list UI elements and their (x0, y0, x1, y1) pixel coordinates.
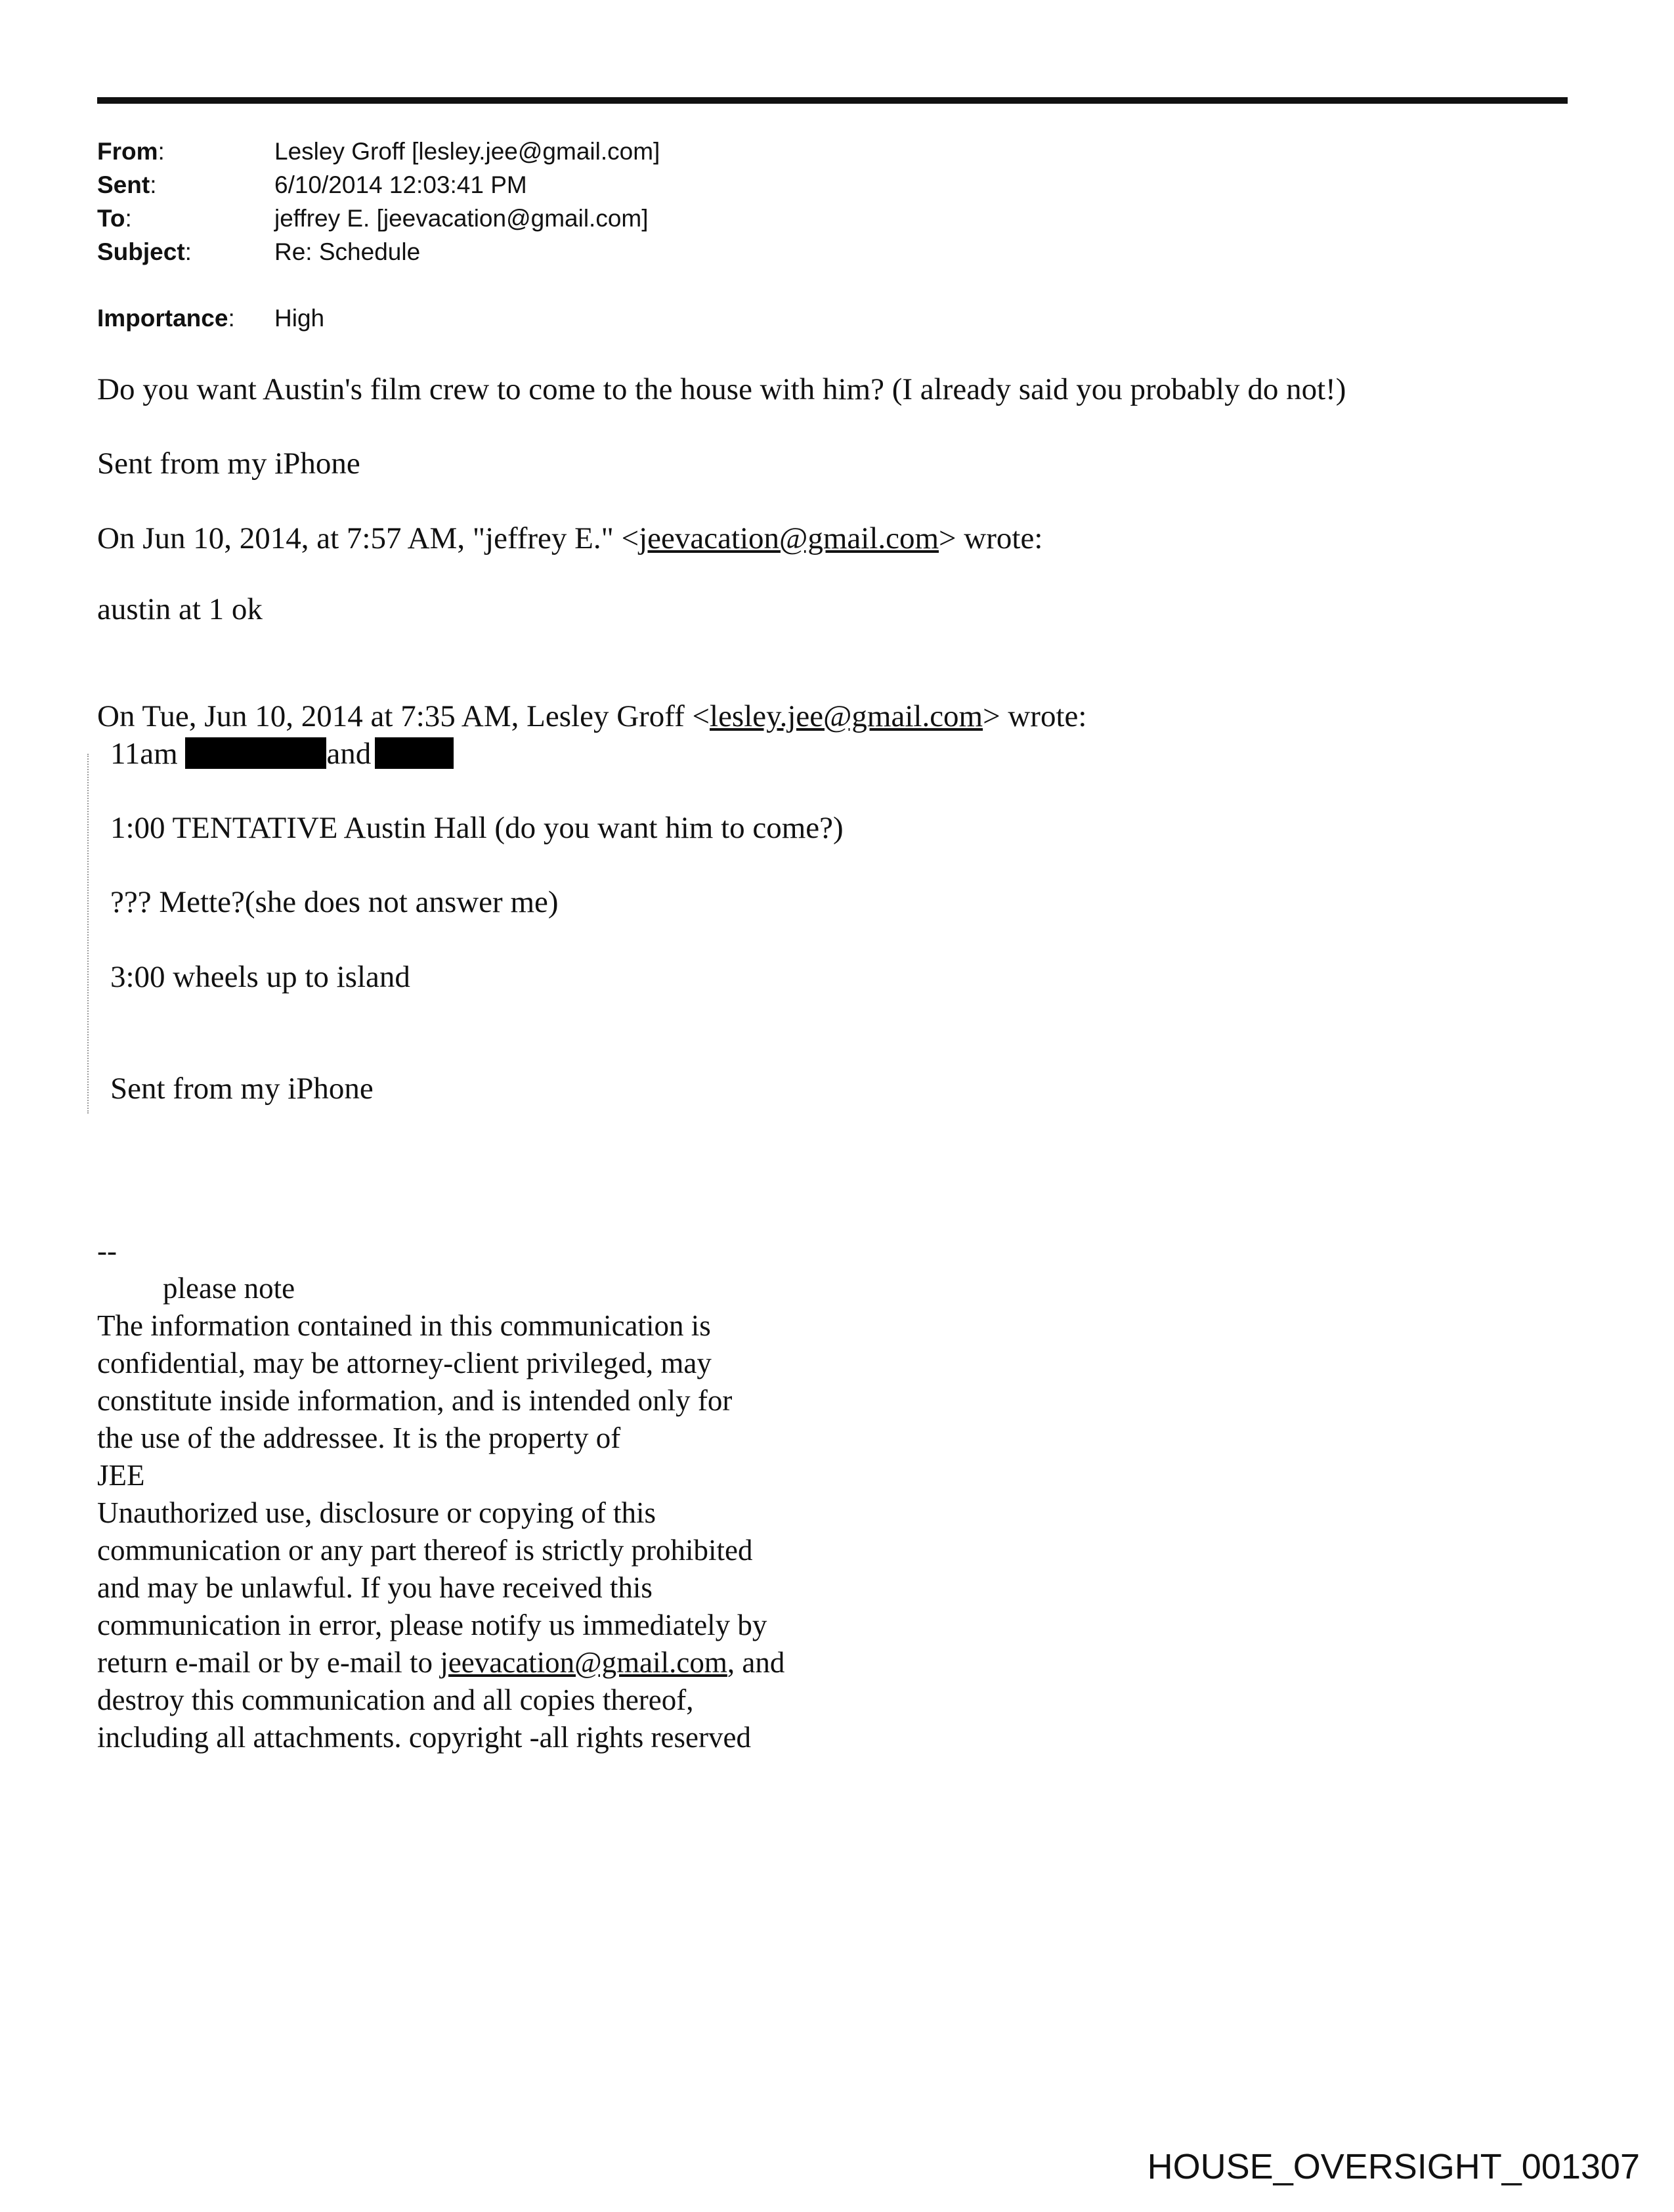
to-label: To: (97, 205, 132, 232)
reply2-email-link[interactable]: lesley.jee@gmail.com (710, 699, 983, 733)
sent-label: Sent: (97, 171, 157, 198)
reply1-intro: On Jun 10, 2014, at 7:57 AM, "jeffrey E." <jeevacation@gmail.com> wrote: (97, 521, 1043, 555)
disclaimer-line: including all attachments. copyright -all rights reserved (97, 1721, 751, 1754)
disclaimer-line: destroy this communication and all copies thereof, (97, 1683, 694, 1716)
from-row (97, 135, 660, 168)
subject-value: Re: Schedule (274, 238, 421, 265)
importance-value: High (274, 305, 325, 332)
email-header (97, 135, 660, 269)
disclaimer-email-link[interactable]: jeevacation@gmail.com (440, 1646, 727, 1679)
disclaimer-title: please note (163, 1272, 295, 1305)
quoted-signature: Sent from my iPhone (110, 1072, 374, 1106)
subject-row (97, 235, 660, 269)
redaction-box (185, 737, 326, 769)
disclaimer-line: confidential, may be attorney-client privileged, may (97, 1347, 712, 1379)
redaction-box (375, 737, 454, 769)
disclaimer-line: and may be unlawful. If you have received this (97, 1571, 653, 1604)
disclaimer-line: constitute inside information, and is intended only for (97, 1384, 733, 1417)
reply1-email-link[interactable]: jeevacation@gmail.com (639, 521, 939, 555)
from-value: Lesley Groff [lesley.jee@gmail.com] (274, 138, 660, 165)
importance-row (97, 301, 324, 335)
disclaimer-line: communication or any part thereof is strictly prohibited (97, 1534, 753, 1567)
reply1-text: austin at 1 ok (97, 592, 263, 626)
disclaimer-dashes: -- (97, 1234, 117, 1267)
disclaimer-line: JEE (97, 1459, 145, 1492)
to-value: jeffrey E. [jeevacation@gmail.com] (274, 205, 649, 232)
to-row (97, 202, 660, 235)
body-signature: Sent from my iPhone (97, 446, 360, 481)
reply2-intro: On Tue, Jun 10, 2014 at 7:35 AM, Lesley Groff <lesley.jee@gmail.com> wrote: (97, 699, 1087, 733)
subject-label: Subject: (97, 238, 192, 265)
importance-label: Importance: (97, 305, 235, 332)
quoted-line-4: 3:00 wheels up to island (110, 960, 410, 994)
from-label: From: (97, 138, 165, 165)
sent-value: 6/10/2014 12:03:41 PM (274, 171, 527, 198)
confidentiality-disclaimer (97, 1232, 784, 1756)
sent-row (97, 168, 660, 202)
quote-bar (87, 754, 89, 1114)
body-line-1: Do you want Austin's film crew to come to the house with him? (I already said you probably do not!) (97, 372, 1346, 406)
disclaimer-line: communication in error, please notify us immediately by (97, 1609, 767, 1641)
bates-number: HOUSE_OVERSIGHT_001307 (1147, 2147, 1640, 2186)
disclaimer-line: Unauthorized use, disclosure or copying of this (97, 1496, 656, 1529)
quoted-line-3: ??? Mette?(she does not answer me) (110, 885, 559, 919)
disclaimer-line: return e-mail or by e-mail to jeevacation@gmail.com, and (97, 1646, 785, 1679)
disclaimer-line: The information contained in this communication is (97, 1309, 711, 1342)
quoted-line-2: 1:00 TENTATIVE Austin Hall (do you want him to come?) (110, 811, 844, 845)
header-rule (97, 97, 1568, 104)
quoted-line-1: 11am and (110, 735, 454, 773)
disclaimer-line: the use of the addressee. It is the property of (97, 1421, 621, 1454)
